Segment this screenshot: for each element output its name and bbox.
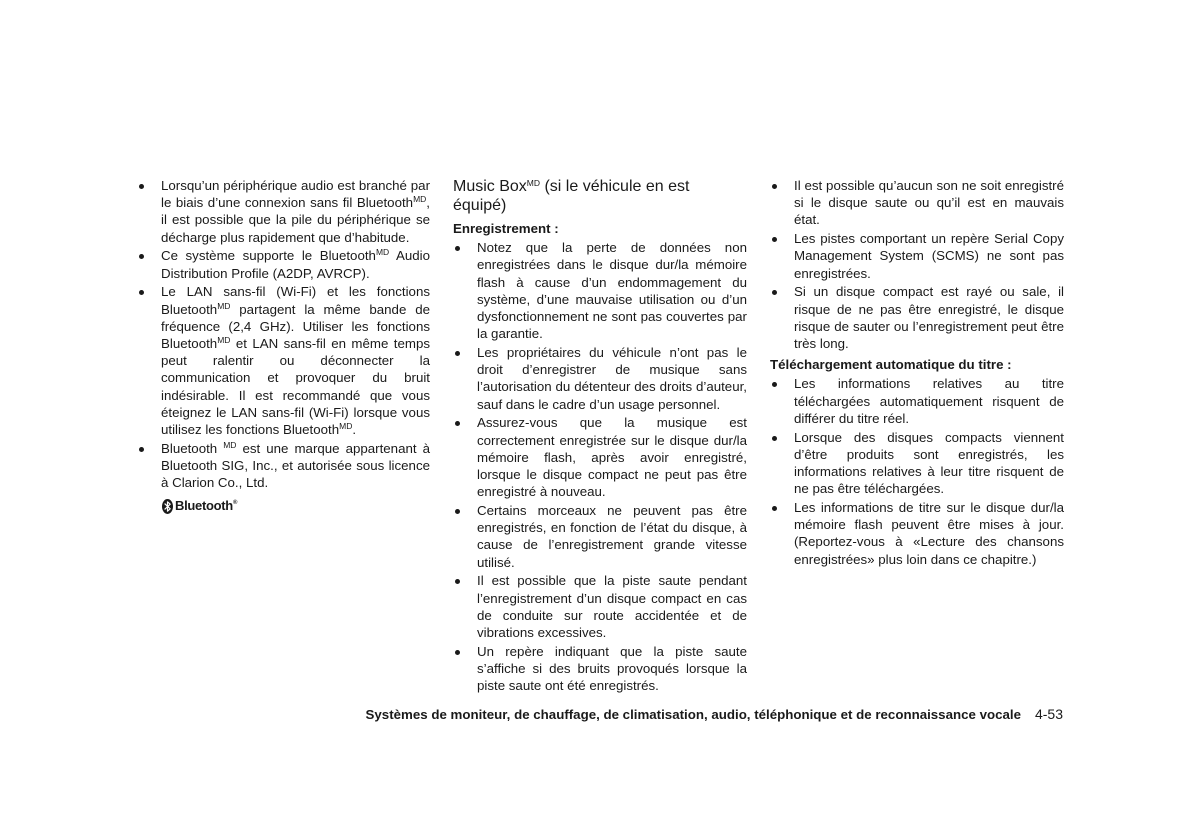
item-text: Lorsqu’un périphérique audio est branché par le biais d’une connexion sans fil Bluetooth <box>161 178 430 211</box>
wordmark-text: Bluetooth <box>175 498 233 514</box>
list-item: Les propriétaires du véhicule n’ont pas le droit d’enregistrer de musique sans l’autorisation du détenteur des droits d’auteur, sauf dans le cadre d’un usage personnel. <box>453 344 747 413</box>
item-text: Audio Distribution Profile (A2DP, AVRCP). <box>161 248 430 281</box>
list-item: Certains morceaux ne peuvent pas être enregistrés, en fonction de l’état du disque, à cause de l’enregistrement grande vitesse utilisé. <box>453 502 747 571</box>
recording-notes-list <box>453 239 747 694</box>
list-item: Si un disque compact est rayé ou sale, il risque de ne pas être enregistré, le disque risque de sauter ou l’enregistrement peut être très long. <box>770 283 1064 352</box>
trademark-sup: MD <box>375 247 390 258</box>
trademark-sup: MD <box>223 439 237 450</box>
item-text: Bluetooth <box>161 440 224 456</box>
item-text: Le LAN sans-fil (Wi-Fi) et les fonctions Bluetooth <box>161 284 430 317</box>
list-item: Assurez-vous que la musique est correctement enregistrée sur le disque dur/la mémoire flash, après avoir enregistré, lorsque le disque compact ne peut pas être enregistré à nouveau. <box>453 414 747 500</box>
subheading-recording: Enregistrement : <box>453 221 559 236</box>
list-item: Il est possible que la piste saute pendant l’enregistrement d’un disque compact en cas de conduite sur route accidentée et de vibrations excessives. <box>453 572 747 641</box>
title-text: Music Box <box>453 178 527 195</box>
list-item: Il est possible qu’aucun son ne soit enregistré si le disque saute ou qu’il est en mauvais état. <box>770 177 1064 229</box>
page-number: 4-53 <box>1034 706 1063 722</box>
item-text: Ce système supporte le Bluetooth <box>161 248 376 264</box>
subheading-title-download: Téléchargement automatique du titre : <box>770 357 1012 373</box>
list-item: Lorsque des disques compacts viennent d’être produits sont enregistrés, les informations relatives à leur titre risquent de ne pas être téléchargées. <box>770 429 1064 498</box>
item-text: et LAN sans-fil en même temps peut ralentir ou déconnecter la communication et provoquer du bruit indésirable. Il est recommandé que vous éteignez le LAN sans-fil (Wi-Fi) lorsque vous utilisez les fonctions Bluetooth <box>161 336 430 438</box>
list-item <box>137 177 430 246</box>
section-title <box>453 177 747 215</box>
list-item <box>137 247 430 281</box>
recording-notes-list-continued <box>770 177 1064 352</box>
bluetooth-rune-icon <box>162 499 173 514</box>
item-text: est une marque appartenant à Bluetooth SIG, Inc., et autorisée sous licence à Clarion Co., Ltd. <box>161 440 430 491</box>
page-footer <box>0 706 1063 722</box>
trademark-sup: MD <box>413 194 427 205</box>
left-column <box>137 177 430 515</box>
item-text: partagent la même bande de fréquence (2,4 GHz). Utiliser les fonctions Bluetooth <box>161 301 430 352</box>
item-text: . <box>352 422 357 438</box>
trademark-sup: MD <box>526 178 541 188</box>
right-column <box>770 177 1064 569</box>
title-text: (si le véhicule en est équipé) <box>453 178 690 214</box>
middle-column <box>453 177 747 696</box>
trademark-sup: MD <box>217 335 231 346</box>
list-item: Les informations relatives au titre téléchargées automatiquement risquent de différer du titre réel. <box>770 375 1064 427</box>
list-item <box>137 283 430 438</box>
title-download-notes-list <box>770 375 1064 567</box>
list-item: Notez que la perte de données non enregistrées dans le disque dur/la mémoire flash à cause d’un endommagement du système, d’une mauvaise utilisation ou d’un dysfonctionnement ne sont pas couvertes par la garantie. <box>453 239 747 342</box>
list-item <box>137 440 430 492</box>
trademark-sup: MD <box>339 421 353 432</box>
list-item: Les informations de titre sur le disque dur/la mémoire flash peuvent être mises à jour. (Reportez-vous à «Lecture des chansons enregistrées» plus loin dans ce chapitre.) <box>770 499 1064 568</box>
list-item: Un repère indiquant que la piste saute s’affiche si des bruits provoqués lorsque la piste saute ont été enregistrés. <box>453 643 747 695</box>
item-text: , il est possible que la pile du périphérique se décharge plus rapidement que d’habitude. <box>161 195 430 245</box>
bluetooth-wordmark <box>175 497 237 514</box>
registered-mark: ® <box>232 500 238 507</box>
bluetooth-notes-list <box>137 177 430 491</box>
list-item: Les pistes comportant un repère Serial Copy Management System (SCMS) ne sont pas enregistrées. <box>770 230 1064 282</box>
footer-section-title: Systèmes de moniteur, de chauffage, de climatisation, audio, téléphonique et de reconnaissance vocale <box>365 707 1021 722</box>
trademark-sup: MD <box>217 300 231 311</box>
bluetooth-logo <box>162 497 430 514</box>
